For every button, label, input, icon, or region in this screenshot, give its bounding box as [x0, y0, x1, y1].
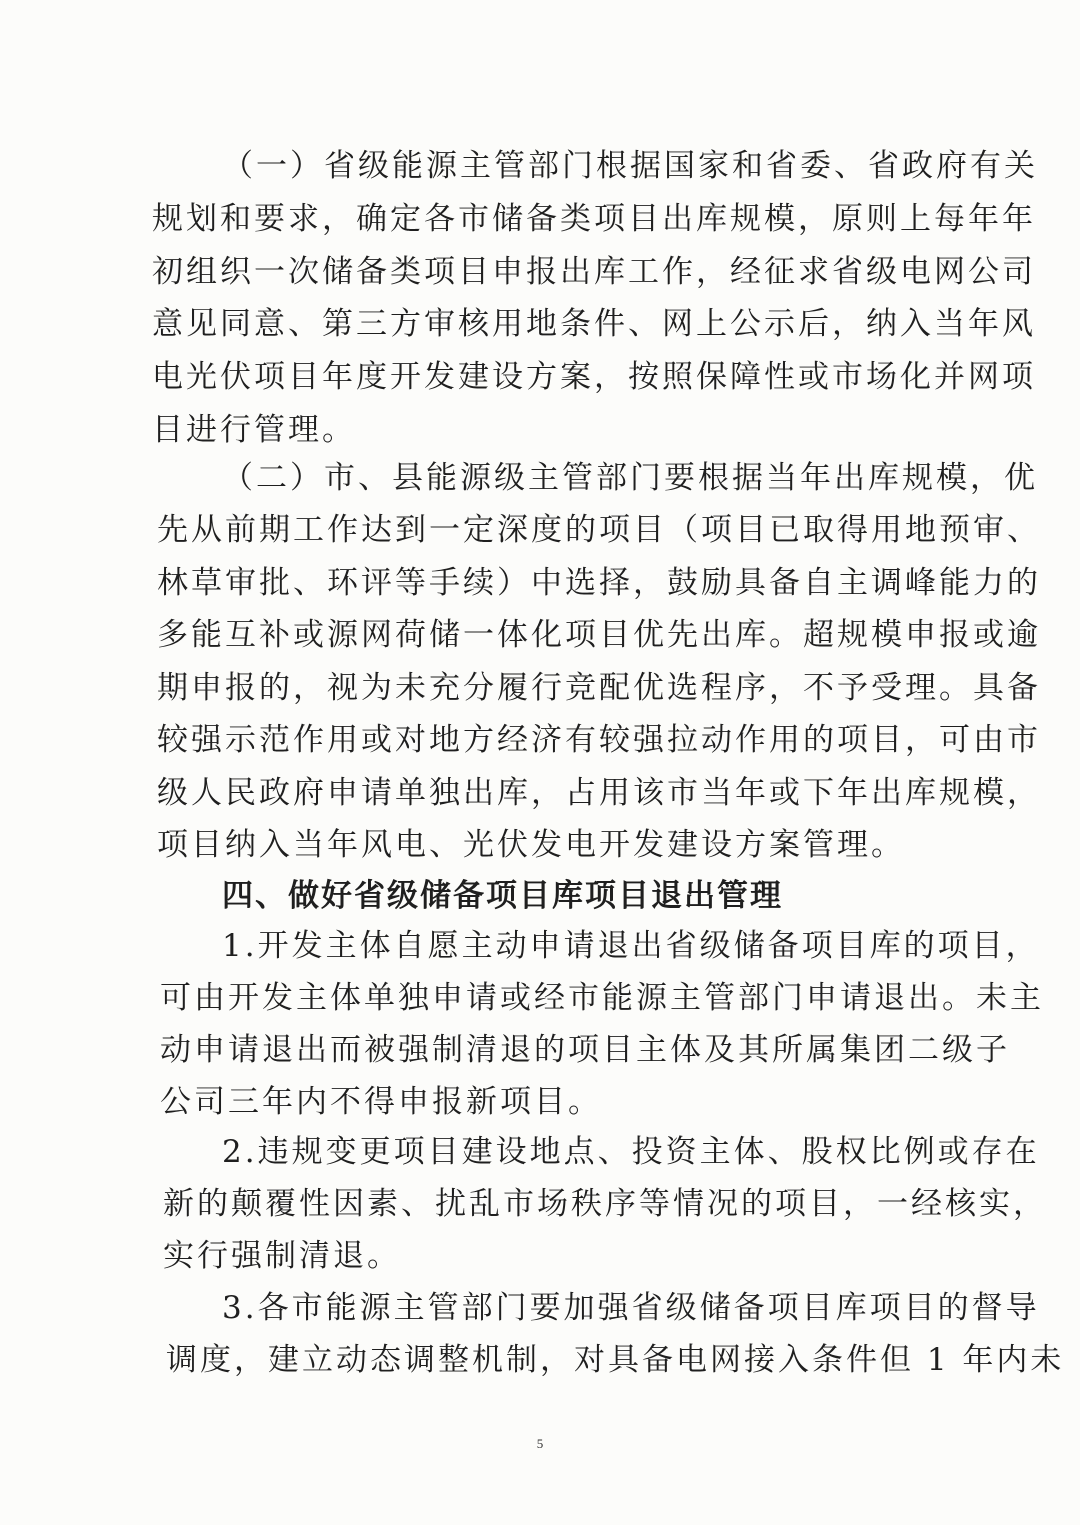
text-line: 动申请退出而被强制清退的项目主体及其所属集团二级子: [160, 1032, 1010, 1068]
text-line: 新的颠覆性因素、扰乱市场秩序等情况的项目，一经核实，: [163, 1186, 1047, 1222]
text-line: 项目纳入当年风电、光伏发电开发建设方案管理。: [157, 827, 905, 863]
text-line: 电光伏项目年度开发建设方案，按照保障性或市场化并网项: [152, 359, 1036, 395]
text-line: 1.开发主体自愿主动申请退出省级储备项目库的项目，: [222, 928, 1040, 964]
section-heading: 四、做好省级储备项目库项目退出管理: [222, 878, 783, 914]
text-line: 级人民政府申请单独出库，占用该市当年或下年出库规模，: [157, 775, 1041, 811]
text-line: 可由开发主体单独申请或经市能源主管部门申请退出。未主: [160, 980, 1044, 1016]
text-line: 较强示范作用或对地方经济有较强拉动作用的项目，可由市: [157, 722, 1041, 758]
text-line: 先从前期工作达到一定深度的项目（项目已取得用地预审、: [157, 512, 1041, 548]
text-line: 多能互补或源网荷储一体化项目优先出库。超规模申报或逾: [157, 617, 1041, 653]
text-line: 意见同意、第三方审核用地条件、网上公示后，纳入当年风: [152, 306, 1036, 342]
text-line: 目进行管理。: [152, 412, 356, 448]
text-line: 林草审批、环评等手续）中选择，鼓励具备自主调峰能力的: [157, 565, 1041, 601]
text-line: 调度，建立动态调整机制，对具备电网接入条件但 1 年内未: [166, 1342, 1065, 1378]
text-line: （一）省级能源主管部门根据国家和省委、省政府有关: [222, 148, 1038, 184]
text-line: 规划和要求，确定各市储备类项目出库规模，原则上每年年: [152, 201, 1036, 237]
text-line: 2.违规变更项目建设地点、投资主体、股权比例或存在: [222, 1134, 1040, 1170]
text-line: 期申报的，视为未充分履行竞配优选程序，不予受理。具备: [157, 670, 1041, 706]
text-line: 实行强制清退。: [163, 1238, 401, 1274]
page-number: 5: [536, 1436, 544, 1451]
text-line: （二）市、县能源级主管部门要根据当年出库规模，优: [222, 460, 1038, 496]
text-line: 初组织一次储备类项目申报出库工作，经征求省级电网公司: [152, 254, 1036, 290]
text-line: 3.各市能源主管部门要加强省级储备项目库项目的督导: [222, 1290, 1040, 1326]
text-line: 公司三年内不得申报新项目。: [160, 1084, 602, 1120]
